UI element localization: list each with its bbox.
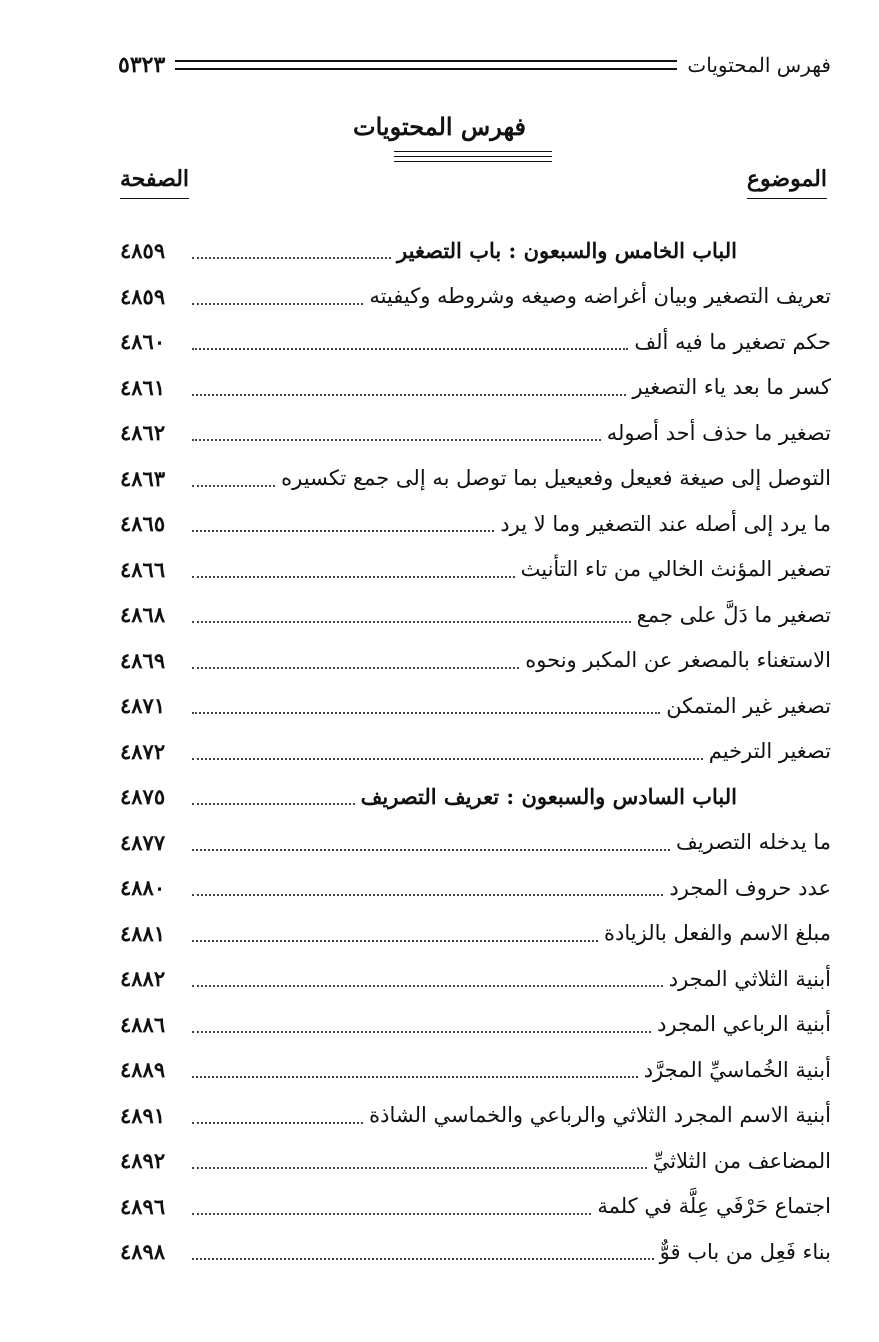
toc-row[interactable] [120, 456, 831, 502]
toc-row[interactable] [120, 729, 831, 775]
toc-row[interactable] [120, 319, 831, 365]
toc-entry-page: ٤٨٦٦ [120, 556, 166, 582]
page-title [0, 112, 879, 141]
toc-entry-title: تصغير المؤنث الخالي من تاء التأنيث [520, 557, 831, 582]
running-title: فهرس المحتويات [687, 53, 831, 77]
toc-entry-page: ٤٨٦٨ [120, 602, 166, 628]
running-header [118, 52, 831, 78]
toc-entry-page: ٤٨٦١ [120, 374, 166, 400]
dot-leader [192, 347, 628, 350]
page-column-header: الصفحة [120, 166, 189, 199]
toc-entry-title: تصغير ما حذف أحد أصوله [606, 420, 831, 445]
toc-entry-title: أبنية الرباعي المجرد [657, 1012, 831, 1037]
toc-entry-title: ما يدخله التصريف [675, 830, 831, 855]
toc-entry-title: تعريف التصغير وبيان أغراضه وصيغه وشروطه وكيفيته [369, 284, 831, 309]
toc-entry-page: ٤٨٥٩ [120, 238, 166, 264]
table-of-contents [120, 228, 831, 1275]
toc-row[interactable] [120, 592, 831, 638]
toc-entry-title: بناء فَعِل من باب قوٌّ [659, 1239, 831, 1264]
dot-leader [192, 1212, 591, 1215]
toc-row[interactable] [120, 365, 831, 411]
dot-leader [192, 666, 519, 669]
toc-entry-page: ٤٨٨٢ [120, 966, 166, 992]
toc-entry-page: ٤٨٩١ [120, 1102, 166, 1128]
toc-entry-page: ٤٨٩٨ [120, 1239, 166, 1265]
toc-row[interactable] [120, 820, 831, 866]
dot-leader [192, 620, 631, 623]
dot-leader [192, 256, 391, 259]
toc-entry-title: أبنية الثلاثي المجرد [668, 966, 831, 991]
toc-entry-title: عدد حروف المجرد [669, 875, 831, 900]
title-underline-rules [394, 151, 552, 166]
toc-entry-title: تصغير الترخيم [708, 739, 831, 764]
toc-entry-page: ٤٨٩٦ [120, 1193, 166, 1219]
dot-leader [192, 893, 663, 896]
toc-entry-page: ٤٨٧٧ [120, 829, 166, 855]
toc-entry-title: تصغير غير المتمكن [666, 693, 831, 718]
toc-row[interactable] [120, 1229, 831, 1275]
toc-entry-page: ٤٨٧١ [120, 693, 166, 719]
dot-leader [192, 757, 703, 760]
toc-row[interactable] [120, 274, 831, 320]
toc-entry-title: التوصل إلى صيغة فعيعل وفعيعيل بما توصل به إلى جمع تكسيره [281, 466, 831, 491]
dot-leader [192, 1166, 647, 1169]
toc-entry-title: ما يرد إلى أصله عند التصغير وما لا يرد [500, 511, 831, 536]
toc-entry-title: الباب السادس والسبعون : تعريف التصريف [360, 784, 737, 810]
dot-leader [192, 575, 515, 578]
toc-entry-title: أبنية الخُماسيِّ المجرَّد [643, 1057, 831, 1082]
dot-leader [192, 711, 660, 714]
toc-entry-title: الاستغناء بالمصغر عن المكبر ونحوه [525, 648, 831, 673]
toc-row[interactable] [120, 410, 831, 456]
toc-entry-page: ٤٨٨٠ [120, 875, 166, 901]
dot-leader [192, 1075, 638, 1078]
dot-leader [192, 984, 663, 987]
toc-row[interactable] [120, 1002, 831, 1048]
toc-entry-page: ٤٨٧٥ [120, 784, 166, 810]
dot-leader [192, 393, 626, 396]
toc-entry-page: ٤٨٦٩ [120, 647, 166, 673]
toc-entry-title: كسر ما بعد ياء التصغير [632, 375, 831, 400]
dot-leader [192, 529, 494, 532]
toc-row[interactable] [120, 911, 831, 957]
dot-leader [192, 939, 598, 942]
dot-leader [192, 484, 275, 487]
toc-entry-page: ٤٨٦٢ [120, 420, 166, 446]
toc-row[interactable] [120, 683, 831, 729]
toc-row[interactable] [120, 1184, 831, 1230]
toc-entry-page: ٤٨٧٢ [120, 738, 166, 764]
topic-column-header: الموضوع [747, 166, 827, 199]
toc-entry-page: ٤٨٥٩ [120, 283, 166, 309]
dot-leader [192, 848, 670, 851]
page-title-text: فهرس المحتويات [352, 112, 526, 141]
dot-leader [192, 438, 601, 441]
toc-entry-page: ٤٨٦٠ [120, 329, 166, 355]
toc-entry-title: اجتماع حَرْفَي عِلَّة في كلمة [597, 1194, 831, 1219]
toc-entry-title: تصغير ما دَلَّ على جمع [636, 602, 831, 627]
toc-row[interactable] [120, 1093, 831, 1139]
toc-row[interactable] [120, 956, 831, 1002]
toc-entry-title: مبلغ الاسم والفعل بالزيادة [604, 921, 831, 946]
toc-row[interactable] [120, 638, 831, 684]
dot-leader [192, 302, 363, 305]
toc-row[interactable] [120, 501, 831, 547]
toc-entry-title: الباب الخامس والسبعون : باب التصغير [397, 238, 737, 264]
toc-entry-title: حكم تصغير ما فيه ألف [634, 329, 831, 354]
toc-chapter-row[interactable] [120, 228, 831, 274]
toc-row[interactable] [120, 865, 831, 911]
dot-leader [192, 802, 355, 805]
dot-leader [192, 1030, 651, 1033]
toc-entry-title: أبنية الاسم المجرد الثلاثي والرباعي والخماسي الشاذة [369, 1103, 831, 1128]
toc-entry-page: ٤٨٦٥ [120, 511, 166, 537]
toc-entry-page: ٤٨٨٩ [120, 1057, 166, 1083]
dot-leader [192, 1121, 363, 1124]
toc-entry-page: ٤٨٩٢ [120, 1148, 166, 1174]
toc-row[interactable] [120, 547, 831, 593]
dot-leader [192, 1257, 654, 1260]
toc-entry-page: ٤٨٨١ [120, 920, 166, 946]
toc-entry-title: المضاعف من الثلاثيِّ [652, 1148, 831, 1173]
toc-entry-page: ٤٨٨٦ [120, 1011, 166, 1037]
toc-entry-page: ٤٨٦٣ [120, 465, 166, 491]
header-double-rule [175, 60, 677, 70]
toc-row[interactable] [120, 1138, 831, 1184]
toc-chapter-row[interactable] [120, 774, 831, 820]
toc-row[interactable] [120, 1047, 831, 1093]
page-number: ٥٣٢٣ [118, 52, 166, 78]
